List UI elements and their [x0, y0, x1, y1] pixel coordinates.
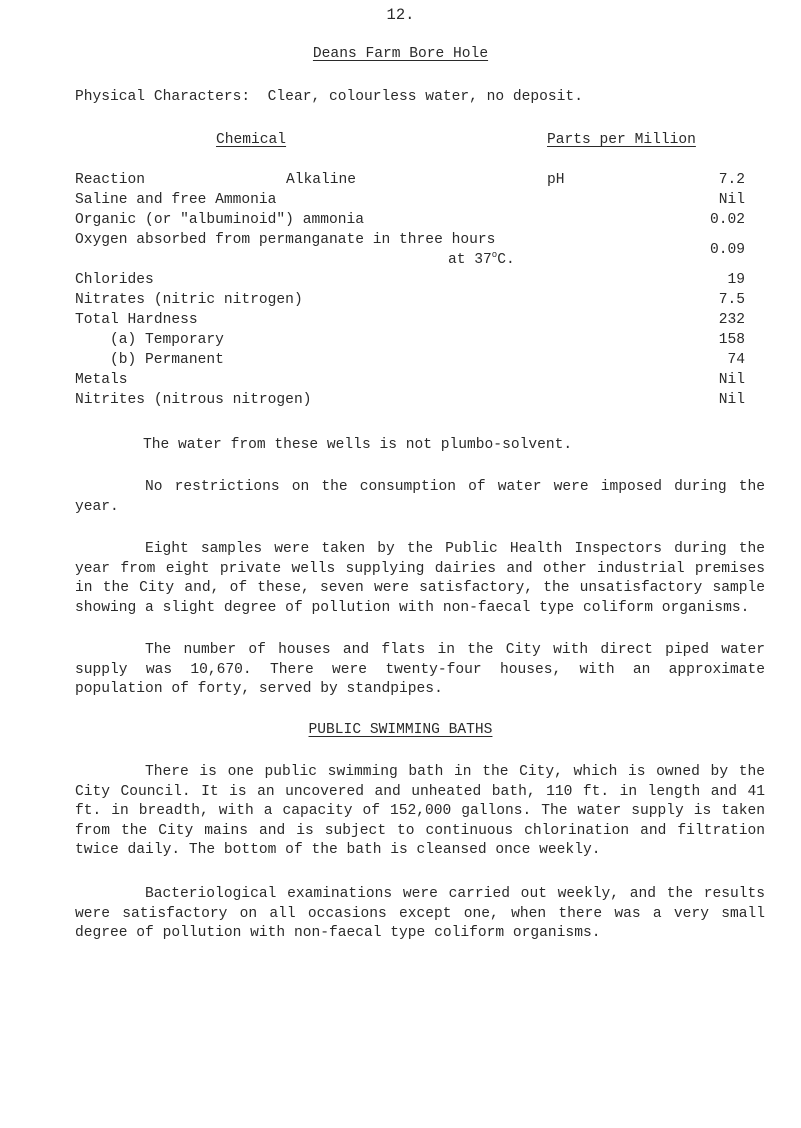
table-row-label: Oxygen absorbed from permanganate in three hours — [75, 232, 496, 248]
table-row-label: Organic (or "albuminoid") ammonia — [75, 212, 365, 228]
table-row-value: 232 — [718, 312, 745, 328]
samples-paragraph: Eight samples were taken by the Public Health Inspectors during the year from eight private wells supplying dairies and other industrial premises in the City and, of these, seven were satisfactory, the unsatisfactory sample showing a slight degree of pollution with non-faecal type coliform organisms. — [75, 541, 765, 616]
units-heading: Parts per Million — [547, 132, 696, 148]
table-row-value: 74 — [727, 352, 745, 368]
table-row-value: Nil — [718, 372, 745, 388]
section-title: Deans Farm Bore Hole — [312, 46, 489, 62]
table-row-value: 0.02 — [709, 212, 745, 228]
baths-heading: PUBLIC SWIMMING BATHS — [308, 722, 493, 738]
reaction-label: Reaction — [75, 172, 146, 188]
houses-paragraph: The number of houses and flats in the City with direct piped water supply was 10,670. There were twenty-four houses, with an approximate population of forty, served by standpipes. — [75, 642, 765, 697]
table-row-value: 158 — [718, 332, 745, 348]
table-row-label: Nitrites (nitrous nitrogen) — [75, 392, 312, 408]
oxygen-temperature: at 37$^o$C. — [448, 250, 515, 268]
physical-value: Clear, colourless water, no deposit. — [267, 89, 583, 105]
chemical-heading: Chemical — [216, 132, 287, 148]
page-number: 12. — [386, 6, 415, 24]
restrictions-paragraph: No restrictions on the consumption of water were imposed during the year. — [75, 479, 765, 515]
baths-paragraph-1: There is one public swimming bath in the City, which is owned by the City Council. It is an uncovered and unheated bath, 110 ft. in length and 41 ft. in breadth, with a capacity of 152,000 gallons. The water supply is taken from the City mains and is subject to continuous chlorination and filtration twice daily. The bottom of the bath is cleansed once weekly. — [75, 764, 765, 858]
table-row-label: Metals — [75, 372, 128, 388]
table-row-value: 19 — [727, 272, 745, 288]
table-row-label: Nitrates (nitric nitrogen) — [75, 292, 303, 308]
table-row-label: Saline and free Ammonia — [75, 192, 277, 208]
table-row-value: Nil — [718, 192, 745, 208]
table-row-value: 0.09 — [709, 242, 745, 258]
table-row-label: Chlorides — [75, 272, 154, 288]
physical-characters — [75, 89, 583, 105]
table-row-value: Nil — [718, 392, 745, 408]
reaction-value: Alkaline — [286, 172, 357, 188]
ph-label: pH — [547, 172, 565, 188]
table-row-label: Total Hardness — [75, 312, 198, 328]
physical-label: Physical Characters: — [75, 89, 251, 105]
table-row-value: 7.5 — [718, 292, 745, 308]
plumbo-solvent-paragraph: The water from these wells is not plumbo-solvent. — [143, 437, 573, 453]
table-row-label: (b) Permanent — [110, 352, 224, 368]
baths-paragraph-2: Bacteriological examinations were carried out weekly, and the results were satisfactory on all occasions except one, when there was a very small degree of pollution with non-faecal type coliform organisms. — [75, 886, 765, 941]
ph-value: 7.2 — [718, 172, 745, 188]
table-row-label: (a) Temporary — [110, 332, 224, 348]
